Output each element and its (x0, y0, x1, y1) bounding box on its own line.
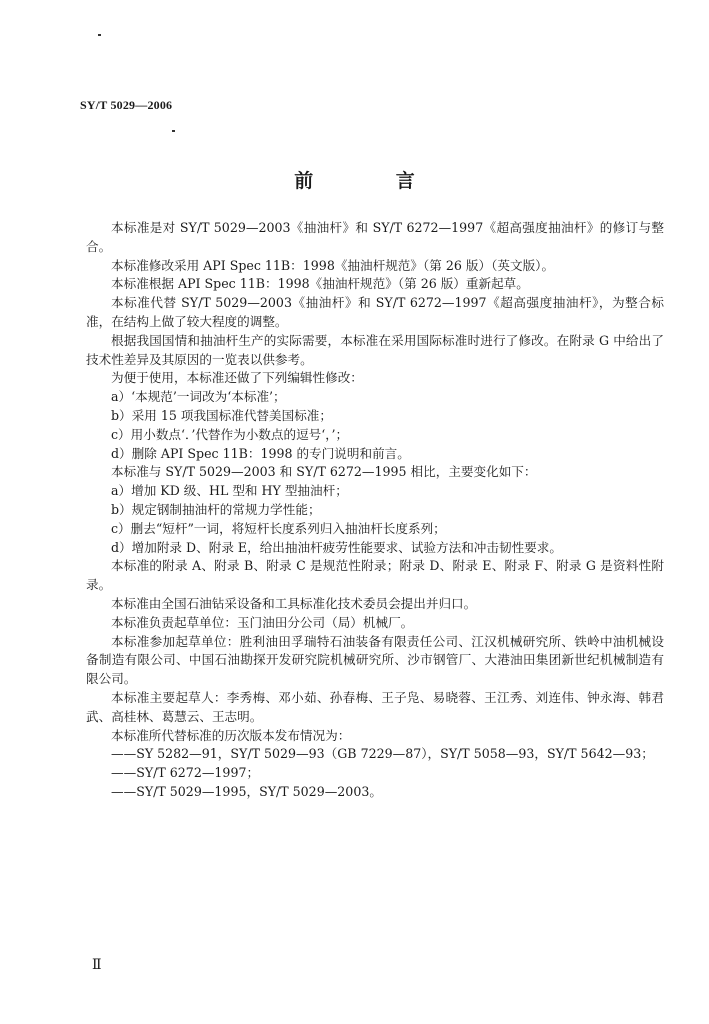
list-item: ——SY/T 6272—1997； (111, 765, 260, 781)
paragraph: 本标准参加起草单位：胜利油田孚瑞特石油装备有限责任公司、江汉机械研究所、铁岭中油机械设备制造有限公司、中国石油勘探开发研究院机械研究所、沙市钢管厂、大港油田集团新世纪机械制造有限公司。 (86, 633, 664, 687)
page-number: Ⅱ (92, 958, 102, 973)
list-item: b）采用 15 项我国标准代替美国标准； (111, 407, 332, 423)
paragraph: 本标准是对 SY/T 5029—2003《抽油杆》和 SY/T 6272—1997《超高强度抽油杆》的修订与整合。 (86, 220, 664, 254)
list-item: ——SY 5282—91，SY/T 5029—93（GB 7229—87），SY/T 5058—93，SY/T 5642—93； (111, 746, 654, 762)
paragraph: 本标准的附录 A、附录 B、附录 C 是规范性附录；附录 D、附录 E、附录 F、附录 G 是资料性附录。 (86, 558, 664, 593)
paragraph: 本标准负责起草单位：玉门油田分公司（局）机械厂。 (111, 614, 414, 630)
paragraph: 本标准所代替标准的历次版本发布情况为： (111, 727, 351, 743)
scan-speck (98, 34, 101, 36)
list-item: a）增加 KD 级、HL 型和 HY 型抽油杆； (111, 483, 348, 499)
page-title: 前 言 (294, 170, 453, 192)
foreword-body (86, 219, 664, 802)
list-item: c）删去“短杆”一词，将短杆长度系列归入抽油杆长度系列； (111, 520, 446, 536)
list-item: a）‘本规范’一词改为‘本标准’； (111, 389, 286, 405)
paragraph: 本标准根据 API Spec 11B：1998《抽油杆规范》（第 26 版）重新起草。 (111, 276, 529, 292)
paragraph: 本标准代替 SY/T 5029—2003《抽油杆》和 SY/T 6272—1997《超高强度抽油杆》，为整合标准，在结构上做了较大程度的调整。 (86, 295, 664, 329)
paragraph: 本标准由全国石油钻采设备和工具标准化技术委员会提出并归口。 (111, 595, 477, 611)
scan-speck (172, 130, 175, 132)
list-item: ——SY/T 5029—1995，SY/T 5029—2003。 (111, 783, 382, 799)
paragraph: 本标准与 SY/T 5029—2003 和 SY/T 6272—1995 相比，主要变化如下： (111, 464, 537, 480)
standard-number: SY/T 5029—2006 (80, 98, 173, 112)
paragraph: 本标准主要起草人：李秀梅、邓小茹、孙春梅、王子凫、易晓蓉、王江秀、刘连伟、钟永海、韩君武、高桂林、葛慧云、王志明。 (86, 689, 664, 724)
list-item: c）用小数点‘．’代替作为小数点的逗号‘，’； (111, 426, 349, 442)
paragraph: 为便于使用，本标准还做了下列编辑性修改： (111, 370, 363, 386)
paragraph: 根据我国国情和抽油杆生产的实际需要，本标准在采用国际标准时进行了修改。在附录 G 中给出了技术性差异及其原因的一览表以供参考。 (86, 332, 664, 367)
paragraph: 本标准修改采用 API Spec 11B：1998《抽油杆规范》（第 26 版）（英文版）。 (111, 257, 555, 273)
list-item: d）增加附录 D、附录 E，给出抽油杆疲劳性能要求、试验方法和冲击韧性要求。 (111, 539, 562, 555)
list-item: b）规定钢制抽油杆的常规力学性能； (111, 501, 321, 517)
list-item: d）删除 API Spec 11B：1998 的专门说明和前言。 (111, 445, 410, 461)
